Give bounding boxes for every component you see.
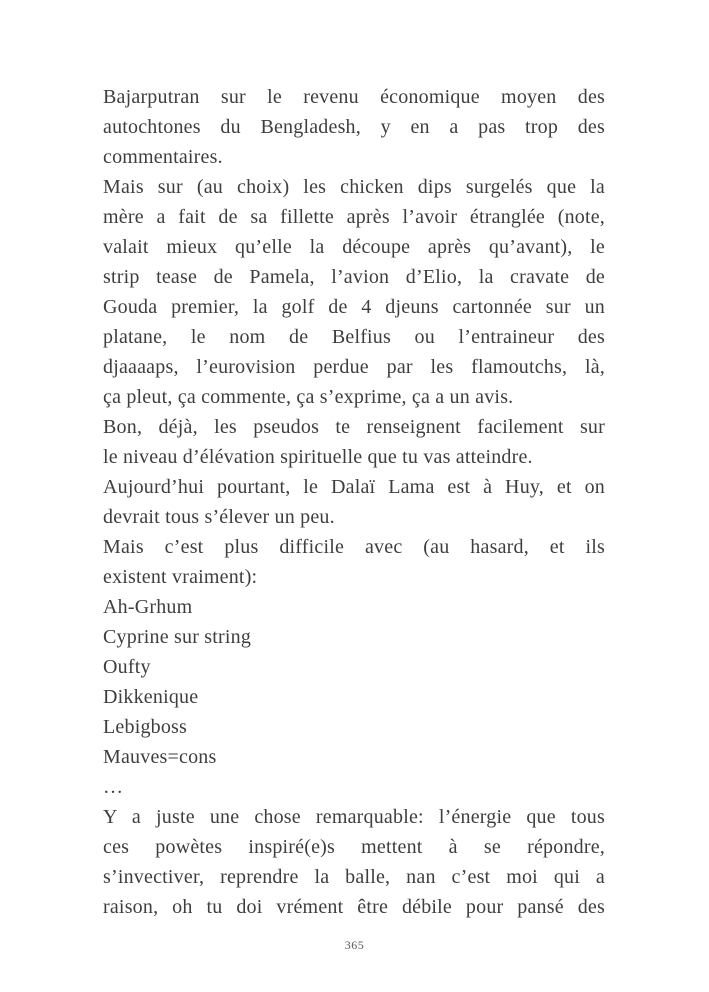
text-line: ces powètes inspiré(e)s mettent à se répondre, (103, 836, 605, 858)
text-line: devrait tous s’élever un peu. (103, 506, 335, 528)
body-text (103, 82, 605, 922)
text-line: Mais c’est plus difficile avec (au hasard, et ils (103, 536, 605, 558)
text-line: Mais sur (au choix) les chicken dips surgelés que la (103, 176, 605, 198)
text-line: mère a fait de sa fillette après l’avoir étranglée (note, (103, 206, 605, 228)
text-line: Gouda premier, la golf de 4 djeuns cartonnée sur un (103, 296, 605, 318)
text-line: s’invectiver, reprendre la balle, nan c’est moi qui a (103, 866, 605, 888)
text-line: Bajarputran sur le revenu économique moyen des (103, 86, 605, 108)
text-line: Y a juste une chose remarquable: l’énergie que tous (103, 806, 605, 828)
text-line: djaaaaps, l’eurovision perdue par les flamoutchs, là, (103, 356, 605, 378)
text-line: strip tease de Pamela, l’avion d’Elio, la cravate de (103, 266, 605, 288)
text-line: Mauves=cons (103, 746, 217, 768)
text-line: raison, oh tu doi vrément être débile pour pansé des (103, 896, 605, 918)
text-line: Cyprine sur string (103, 626, 252, 648)
text-line: valait mieux qu’elle la découpe après qu’avant), le (103, 236, 605, 258)
text-line: autochtones du Bengladesh, y en a pas trop des (103, 116, 605, 138)
text-line: platane, le nom de Belfius ou l’entraineur des (103, 326, 605, 348)
page-number: 365 (344, 938, 365, 952)
text-line: Ah-Grhum (103, 596, 193, 618)
text-line: Oufty (103, 656, 151, 678)
text-line: Lebigboss (103, 716, 188, 738)
text-line: le niveau d’élévation spirituelle que tu vas atteindre. (103, 446, 533, 468)
text-line: ça pleut, ça commente, ça s’exprime, ça a un avis. (103, 386, 514, 408)
text-line: commentaires. (103, 146, 223, 168)
text-line: Dikkenique (103, 686, 199, 708)
text-line: … (103, 776, 124, 798)
text-line: Aujourd’hui pourtant, le Dalaï Lama est à Huy, et on (103, 476, 605, 498)
text-line: Bon, déjà, les pseudos te renseignent facilement sur (103, 416, 605, 438)
text-line: existent vraiment): (103, 566, 258, 588)
